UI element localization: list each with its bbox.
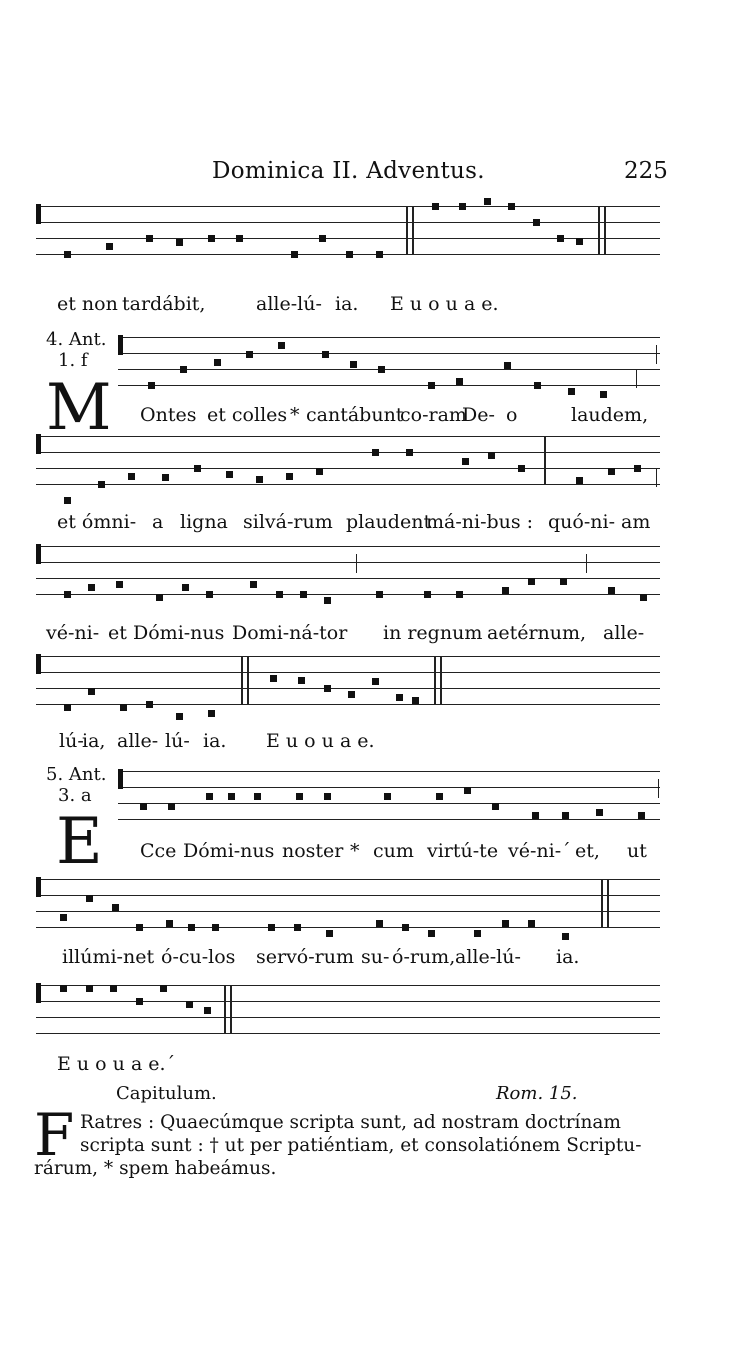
lyric-syllable: plaudent — [346, 511, 432, 533]
neume-icon — [488, 452, 495, 459]
lyric-syllable: co-ram — [400, 404, 467, 426]
staff-line — [36, 895, 660, 896]
lyric-syllable: De- — [462, 404, 495, 426]
lyric-syllable: cantábunt — [306, 404, 404, 426]
lyric-syllable: laudem, — [571, 404, 649, 426]
lyric-syllable: alle-lú- — [455, 946, 521, 968]
lyric-syllable: lú- — [59, 730, 84, 752]
neume-icon — [136, 924, 143, 931]
capitulum-line-2: scripta sunt : † ut per patiéntiam, et consolatiónem Scriptu- — [80, 1135, 642, 1156]
lyric-syllable: o — [506, 404, 518, 426]
neume-icon — [376, 251, 383, 258]
neume-icon — [136, 998, 143, 1005]
neume-icon — [568, 388, 575, 395]
neume-icon — [148, 382, 155, 389]
staff-line — [36, 985, 660, 986]
staff-line — [36, 879, 660, 880]
lyric-syllable: silvá-rum — [243, 511, 333, 533]
neume-icon — [348, 691, 355, 698]
staff — [118, 771, 660, 820]
staff-line — [36, 1033, 660, 1034]
neume-icon — [406, 449, 413, 456]
bar-line — [440, 656, 442, 705]
neume-icon — [88, 584, 95, 591]
neume-icon — [324, 685, 331, 692]
neume-icon — [128, 473, 135, 480]
staff-line — [36, 222, 660, 223]
bar-line — [604, 206, 606, 255]
neume-icon — [300, 591, 307, 598]
neume-icon — [156, 594, 163, 601]
neume-icon — [212, 924, 219, 931]
staff-line — [36, 468, 660, 469]
neume-icon — [168, 803, 175, 810]
neume-icon — [608, 587, 615, 594]
neume-icon — [162, 474, 169, 481]
neume-icon — [64, 251, 71, 258]
bar-line — [241, 656, 243, 705]
staff-line — [118, 771, 660, 772]
bar-line — [656, 345, 657, 364]
neume-icon — [350, 361, 357, 368]
neume-icon — [256, 476, 263, 483]
lyric-syllable: aetérnum, — [487, 622, 587, 644]
clef-icon — [36, 544, 41, 564]
lyric-syllable: alle- — [117, 730, 159, 752]
staff — [36, 656, 660, 705]
neume-icon — [206, 793, 213, 800]
neume-icon — [402, 924, 409, 931]
staff-line — [36, 546, 660, 547]
lyric-syllable: E u o u a e. — [390, 293, 499, 315]
neume-icon — [428, 382, 435, 389]
bar-line — [636, 369, 637, 388]
neume-icon — [326, 930, 333, 937]
neume-icon — [576, 477, 583, 484]
neume-icon — [294, 924, 301, 931]
clef-icon — [36, 434, 41, 454]
bar-line — [230, 985, 232, 1034]
neume-icon — [116, 581, 123, 588]
neume-icon — [60, 985, 67, 992]
lyric-syllable: ut — [627, 840, 647, 862]
neume-icon — [378, 366, 385, 373]
neume-icon — [412, 697, 419, 704]
lyric-syllable: et — [108, 622, 127, 644]
lyric-syllable: Dómi-nus — [133, 622, 225, 644]
lyric-syllable: E u o u a e. — [266, 730, 375, 752]
staff-line — [118, 337, 660, 338]
lyric-syllable: Domi-ná-tor — [232, 622, 348, 644]
neume-icon — [236, 235, 243, 242]
neume-icon — [226, 471, 233, 478]
neume-icon — [432, 203, 439, 210]
neume-icon — [182, 584, 189, 591]
lyric-syllable: ligna — [180, 511, 228, 533]
bar-line — [586, 554, 587, 573]
lyric-syllable: ia. — [335, 293, 359, 315]
staff-line — [36, 206, 660, 207]
neume-icon — [176, 239, 183, 246]
neume-icon — [502, 920, 509, 927]
neume-icon — [246, 351, 253, 358]
staff-line — [36, 1001, 660, 1002]
neume-icon — [228, 793, 235, 800]
neume-icon — [504, 362, 511, 369]
neume-icon — [194, 465, 201, 472]
neume-icon — [319, 235, 326, 242]
neume-icon — [600, 391, 607, 398]
lyric-syllable: noster — [282, 840, 344, 862]
clef-icon — [36, 654, 41, 674]
neume-icon — [528, 920, 535, 927]
staff-line — [118, 353, 660, 354]
neume-icon — [146, 701, 153, 708]
neume-icon — [88, 688, 95, 695]
clef-icon — [36, 204, 41, 224]
bar-line — [598, 206, 600, 255]
lyric-syllable: vé-ni- — [46, 622, 100, 644]
lyric-syllable: am — [621, 511, 651, 533]
neume-icon — [64, 497, 71, 504]
lyric-syllable: in regnum — [383, 622, 483, 644]
neume-icon — [474, 930, 481, 937]
staff-line — [118, 803, 660, 804]
staff-line — [36, 238, 660, 239]
neume-icon — [64, 591, 71, 598]
lyric-syllable: má-ni-bus : — [426, 511, 534, 533]
neume-icon — [140, 803, 147, 810]
lyric-syllable: ia. — [203, 730, 227, 752]
staff-line — [36, 484, 660, 485]
lyric-syllable: * — [350, 840, 360, 862]
neume-icon — [60, 914, 67, 921]
neume-icon — [608, 468, 615, 475]
clef-icon — [118, 335, 123, 355]
antiphon-4-label: 4. Ant. — [46, 329, 107, 350]
staff-line — [36, 436, 660, 437]
neume-icon — [270, 675, 277, 682]
neume-icon — [278, 342, 285, 349]
neume-icon — [208, 235, 215, 242]
neume-icon — [560, 578, 567, 585]
neume-icon — [456, 591, 463, 598]
neume-icon — [316, 468, 323, 475]
neume-icon — [424, 591, 431, 598]
antiphon-5-mode: 3. a — [58, 785, 92, 806]
neume-icon — [214, 359, 221, 366]
neume-icon — [640, 594, 647, 601]
neume-icon — [86, 895, 93, 902]
neume-icon — [508, 203, 515, 210]
bar-line — [412, 206, 414, 255]
staff — [36, 546, 660, 595]
lyric-syllable: illúmi-net — [62, 946, 155, 968]
lyric-syllable: ia, — [82, 730, 106, 752]
neume-icon — [492, 803, 499, 810]
neume-icon — [186, 1001, 193, 1008]
neume-icon — [86, 985, 93, 992]
staff-line — [36, 704, 660, 705]
neume-icon — [528, 578, 535, 585]
neume-icon — [204, 1007, 211, 1014]
page-title: Dominica II. Adventus. — [212, 158, 485, 184]
staff-line — [36, 656, 660, 657]
capitulum-line-3: rárum, * spem habeámus. — [34, 1158, 277, 1179]
neume-icon — [634, 465, 641, 472]
neume-icon — [384, 793, 391, 800]
clef-icon — [36, 983, 41, 1003]
neume-icon — [576, 238, 583, 245]
clef-icon — [118, 769, 123, 789]
lyric-syllable: ó-rum, — [392, 946, 456, 968]
neume-icon — [276, 591, 283, 598]
page-number: 225 — [624, 158, 668, 184]
neume-icon — [298, 677, 305, 684]
neume-icon — [346, 251, 353, 258]
neume-icon — [286, 473, 293, 480]
neume-icon — [324, 793, 331, 800]
lyric-syllable: servó-rum — [256, 946, 355, 968]
staff — [36, 985, 660, 1034]
staff-line — [118, 787, 660, 788]
lyric-syllable: tardábit, — [122, 293, 206, 315]
neume-icon — [372, 449, 379, 456]
neume-icon — [396, 694, 403, 701]
neume-icon — [166, 920, 173, 927]
staff-line — [118, 385, 660, 386]
staff-line — [36, 452, 660, 453]
neume-icon — [106, 243, 113, 250]
capitulum-drop-cap: F — [34, 1101, 75, 1169]
bar-line — [656, 468, 657, 487]
lyric-syllable: et ómni- — [57, 511, 137, 533]
neume-icon — [533, 219, 540, 226]
neume-icon — [376, 920, 383, 927]
neume-icon — [146, 235, 153, 242]
neume-icon — [557, 235, 564, 242]
neume-icon — [322, 351, 329, 358]
lyric-syllable: et, — [575, 840, 600, 862]
bar-line — [434, 656, 436, 705]
neume-icon — [254, 793, 261, 800]
lyric-syllable: a — [152, 511, 164, 533]
lyric-syllable: E u o u a e.´ — [57, 1053, 176, 1075]
staff — [36, 879, 660, 928]
antiphon-4-drop-cap: M — [46, 371, 112, 445]
neume-icon — [208, 710, 215, 717]
neume-icon — [112, 904, 119, 911]
lyric-syllable: alle-lú- — [256, 293, 322, 315]
neume-icon — [250, 581, 257, 588]
capitulum-line-1: Ratres : Quaecúmque scripta sunt, ad nostram doctrínam — [80, 1112, 621, 1133]
neume-icon — [372, 678, 379, 685]
lyric-syllable: ia. — [556, 946, 580, 968]
neume-icon — [180, 366, 187, 373]
neume-icon — [459, 203, 466, 210]
staff-line — [36, 911, 660, 912]
neume-icon — [534, 382, 541, 389]
lyric-syllable: et non — [57, 293, 118, 315]
capitulum-reference: Rom. 15. — [496, 1083, 578, 1104]
neume-icon — [324, 597, 331, 604]
capitulum-title: Capitulum. — [116, 1083, 217, 1104]
neume-icon — [562, 933, 569, 940]
bar-line — [247, 656, 249, 705]
lyric-syllable: Ontes — [140, 404, 197, 426]
antiphon-5-drop-cap: E — [56, 805, 103, 879]
neume-icon — [98, 481, 105, 488]
lyric-syllable: vé-ni-´ — [508, 840, 571, 862]
neume-icon — [296, 793, 303, 800]
neume-icon — [436, 793, 443, 800]
neume-icon — [188, 924, 195, 931]
neume-icon — [562, 812, 569, 819]
staff-line — [118, 369, 660, 370]
staff-line — [36, 594, 660, 595]
lyric-syllable: et colles — [207, 404, 288, 426]
staff-line — [36, 688, 660, 689]
neume-icon — [428, 930, 435, 937]
lyric-syllable: Cce — [140, 840, 177, 862]
bar-line — [607, 879, 609, 928]
neume-icon — [376, 591, 383, 598]
neume-icon — [518, 465, 525, 472]
bar-line — [601, 879, 603, 928]
staff — [36, 206, 660, 255]
neume-icon — [160, 985, 167, 992]
lyric-syllable: alle- — [603, 622, 645, 644]
neume-icon — [110, 985, 117, 992]
neume-icon — [176, 713, 183, 720]
lyric-syllable: lú- — [165, 730, 190, 752]
neume-icon — [484, 198, 491, 205]
bar-line — [406, 206, 408, 255]
neume-icon — [268, 924, 275, 931]
neume-icon — [456, 378, 463, 385]
bar-line — [658, 779, 659, 798]
bar-line — [356, 554, 357, 573]
neume-icon — [638, 812, 645, 819]
neume-icon — [64, 704, 71, 711]
clef-icon — [36, 877, 41, 897]
neume-icon — [291, 251, 298, 258]
bar-line — [224, 985, 226, 1034]
lyric-syllable: * — [290, 404, 300, 426]
bar-line — [544, 436, 546, 485]
neume-icon — [120, 704, 127, 711]
neume-icon — [596, 809, 603, 816]
lyric-syllable: quó-ni- — [548, 511, 615, 533]
neume-icon — [532, 812, 539, 819]
neume-icon — [502, 587, 509, 594]
lyric-syllable: Dómi-nus — [183, 840, 275, 862]
antiphon-4-mode: 1. f — [58, 350, 88, 371]
staff-line — [36, 562, 660, 563]
staff-line — [36, 1017, 660, 1018]
neume-icon — [462, 458, 469, 465]
neume-icon — [206, 591, 213, 598]
neume-icon — [464, 787, 471, 794]
lyric-syllable: virtú-te — [427, 840, 499, 862]
antiphon-5-label: 5. Ant. — [46, 764, 107, 785]
staff-line — [36, 927, 660, 928]
lyric-syllable: su- — [361, 946, 390, 968]
staff-line — [36, 672, 660, 673]
staff-line — [118, 819, 660, 820]
lyric-syllable: ó-cu-los — [161, 946, 236, 968]
staff — [118, 337, 660, 386]
lyric-syllable: cum — [373, 840, 414, 862]
staff — [36, 436, 660, 485]
